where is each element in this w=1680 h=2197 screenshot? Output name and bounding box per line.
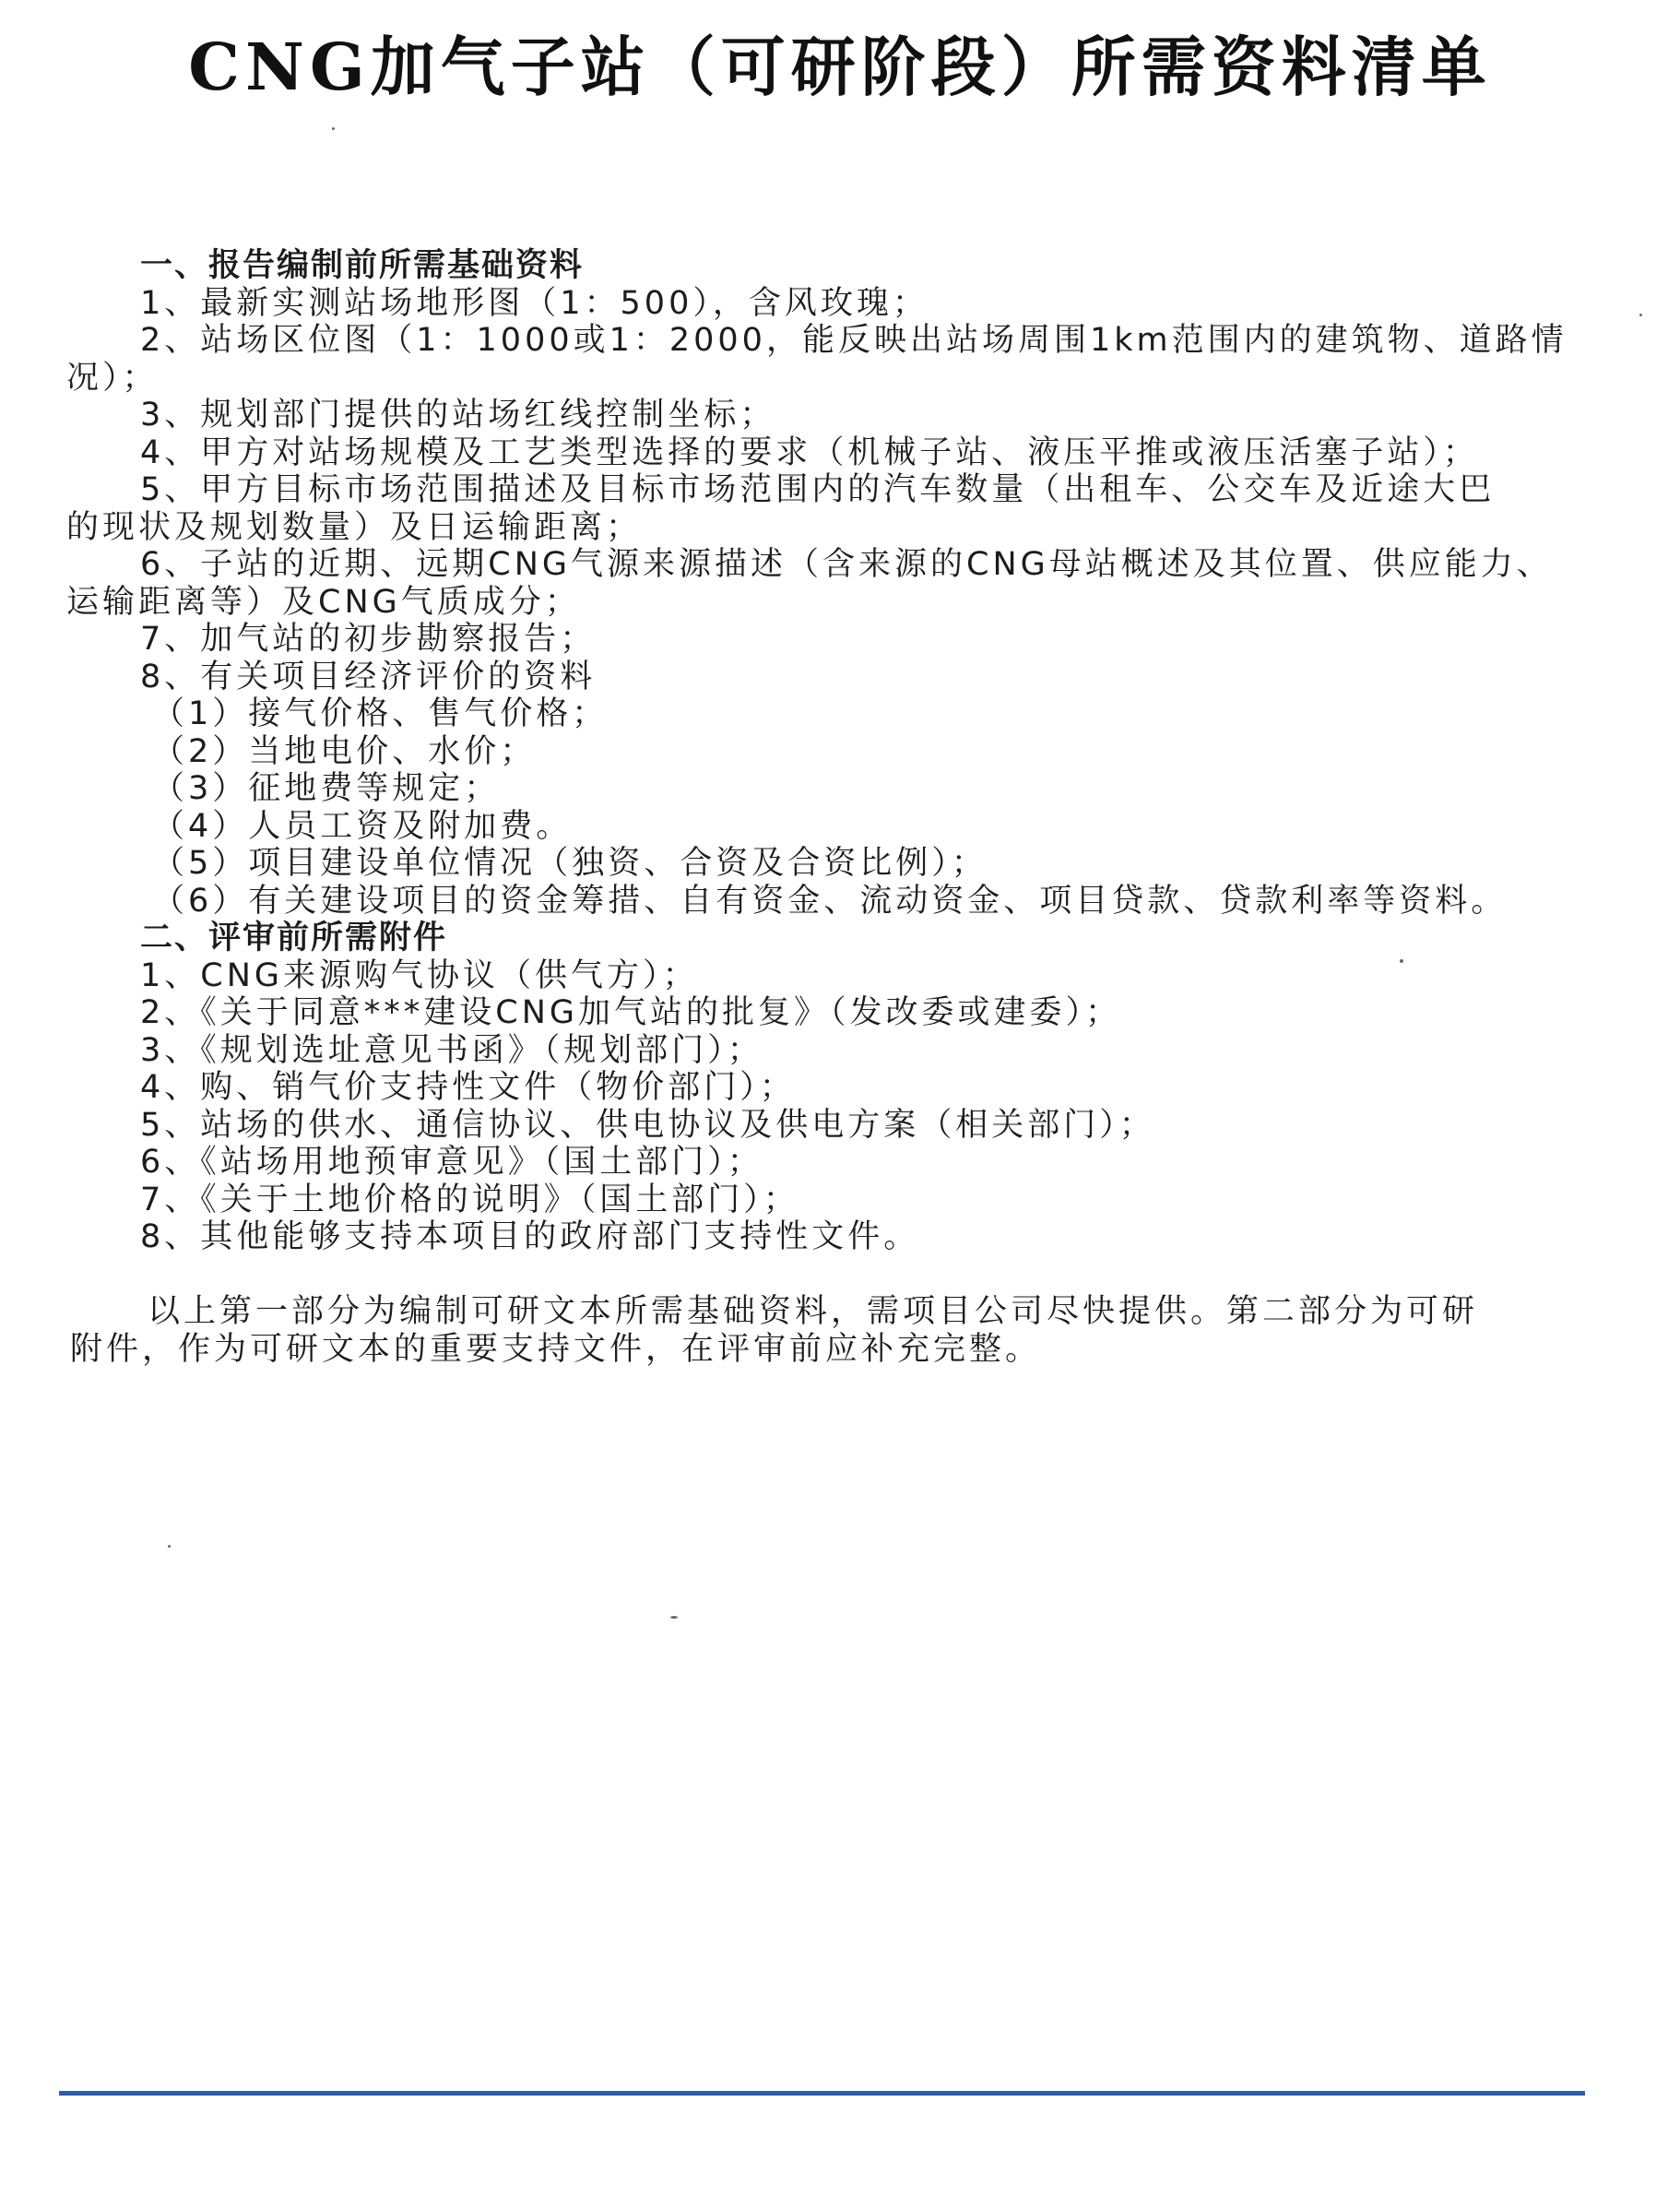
list-item: 5、站场的供水、通信协议、供电协议及供电方案（相关部门）； bbox=[140, 1106, 1155, 1144]
list-item: 8、其他能够支持本项目的政府部门支持性文件。 bbox=[140, 1218, 920, 1255]
sub-list-item: （1）接气价格、售气价格； bbox=[152, 695, 609, 732]
list-item: 3、规划部门提供的站场红线控制坐标； bbox=[140, 397, 776, 433]
footer-rule bbox=[59, 2091, 1585, 2096]
list-item: 7、《关于土地价格的说明》（国土部门）； bbox=[140, 1181, 799, 1218]
list-item-continuation: 的现状及规划数量）及日运输距离； bbox=[66, 508, 643, 546]
list-item: 8、有关项目经济评价的资料 bbox=[140, 658, 597, 695]
scan-speck bbox=[332, 127, 335, 130]
list-item: 1、最新实测站场地形图（1：500），含风玫瑰； bbox=[140, 284, 929, 322]
list-item: 2、站场区位图（1：1000或1：2000，能反映出站场周围1km范围内的建筑物、道路情 bbox=[140, 322, 1568, 359]
scan-speck bbox=[1639, 314, 1642, 316]
section-heading: 一、报告编制前所需基础资料 bbox=[140, 246, 585, 284]
page-title: CNG加气子站（可研阶段）所需资料清单 bbox=[188, 29, 1492, 105]
list-item: 4、购、销气价支持性文件（物价部门）； bbox=[140, 1069, 796, 1106]
sub-list-item: （2）当地电价、水价； bbox=[152, 732, 537, 770]
list-item: 6、《站场用地预审意见》（国土部门）； bbox=[140, 1144, 763, 1181]
list-item-continuation: 运输距离等）及CNG气质成分； bbox=[66, 583, 581, 621]
scan-speck bbox=[1400, 959, 1403, 963]
closing-paragraph-line: 以上第一部分为编制可研文本所需基础资料，需项目公司尽快提供。第二部分为可研 bbox=[148, 1293, 1479, 1330]
closing-paragraph-line: 附件，作为可研文本的重要支持文件，在评审前应补充完整。 bbox=[70, 1330, 1042, 1368]
list-item: 3、《规划选址意见书函》（规划部门）； bbox=[140, 1031, 763, 1069]
paragraph-spacer bbox=[66, 1256, 1588, 1294]
list-item: 4、甲方对站场规模及工艺类型选择的要求（机械子站、液压平推或液压活塞子站）； bbox=[140, 433, 1479, 471]
scan-speck bbox=[168, 1545, 171, 1548]
list-item: 7、加气站的初步勘察报告； bbox=[140, 621, 597, 658]
section-heading: 二、评审前所需附件 bbox=[140, 919, 448, 956]
list-item-continuation: 况）； bbox=[66, 359, 159, 397]
list-item: 6、子站的近期、远期CNG气源来源描述（含来源的CNG母站概述及其位置、供应能力、 bbox=[140, 546, 1553, 583]
list-item: 2、《关于同意***建设CNG加气站的批复》（发改委或建委）； bbox=[140, 994, 1122, 1031]
scan-speck bbox=[670, 1616, 678, 1619]
list-item: 1、CNG来源购气协议（供气方）； bbox=[140, 956, 699, 994]
sub-list-item: （4）人员工资及附加费。 bbox=[152, 807, 573, 845]
list-item: 5、甲方目标市场范围描述及目标市场范围内的汽车数量（出租车、公交车及近途大巴 bbox=[140, 471, 1496, 508]
sub-list-item: （6）有关建设项目的资金筹措、自有资金、流动资金、项目贷款、贷款利率等资料。 bbox=[152, 882, 1508, 920]
sub-list-item: （3）征地费等规定； bbox=[152, 770, 501, 807]
sub-list-item: （5）项目建设单位情况（独资、合资及合资比例）； bbox=[152, 845, 988, 882]
document-body bbox=[66, 247, 1588, 1368]
